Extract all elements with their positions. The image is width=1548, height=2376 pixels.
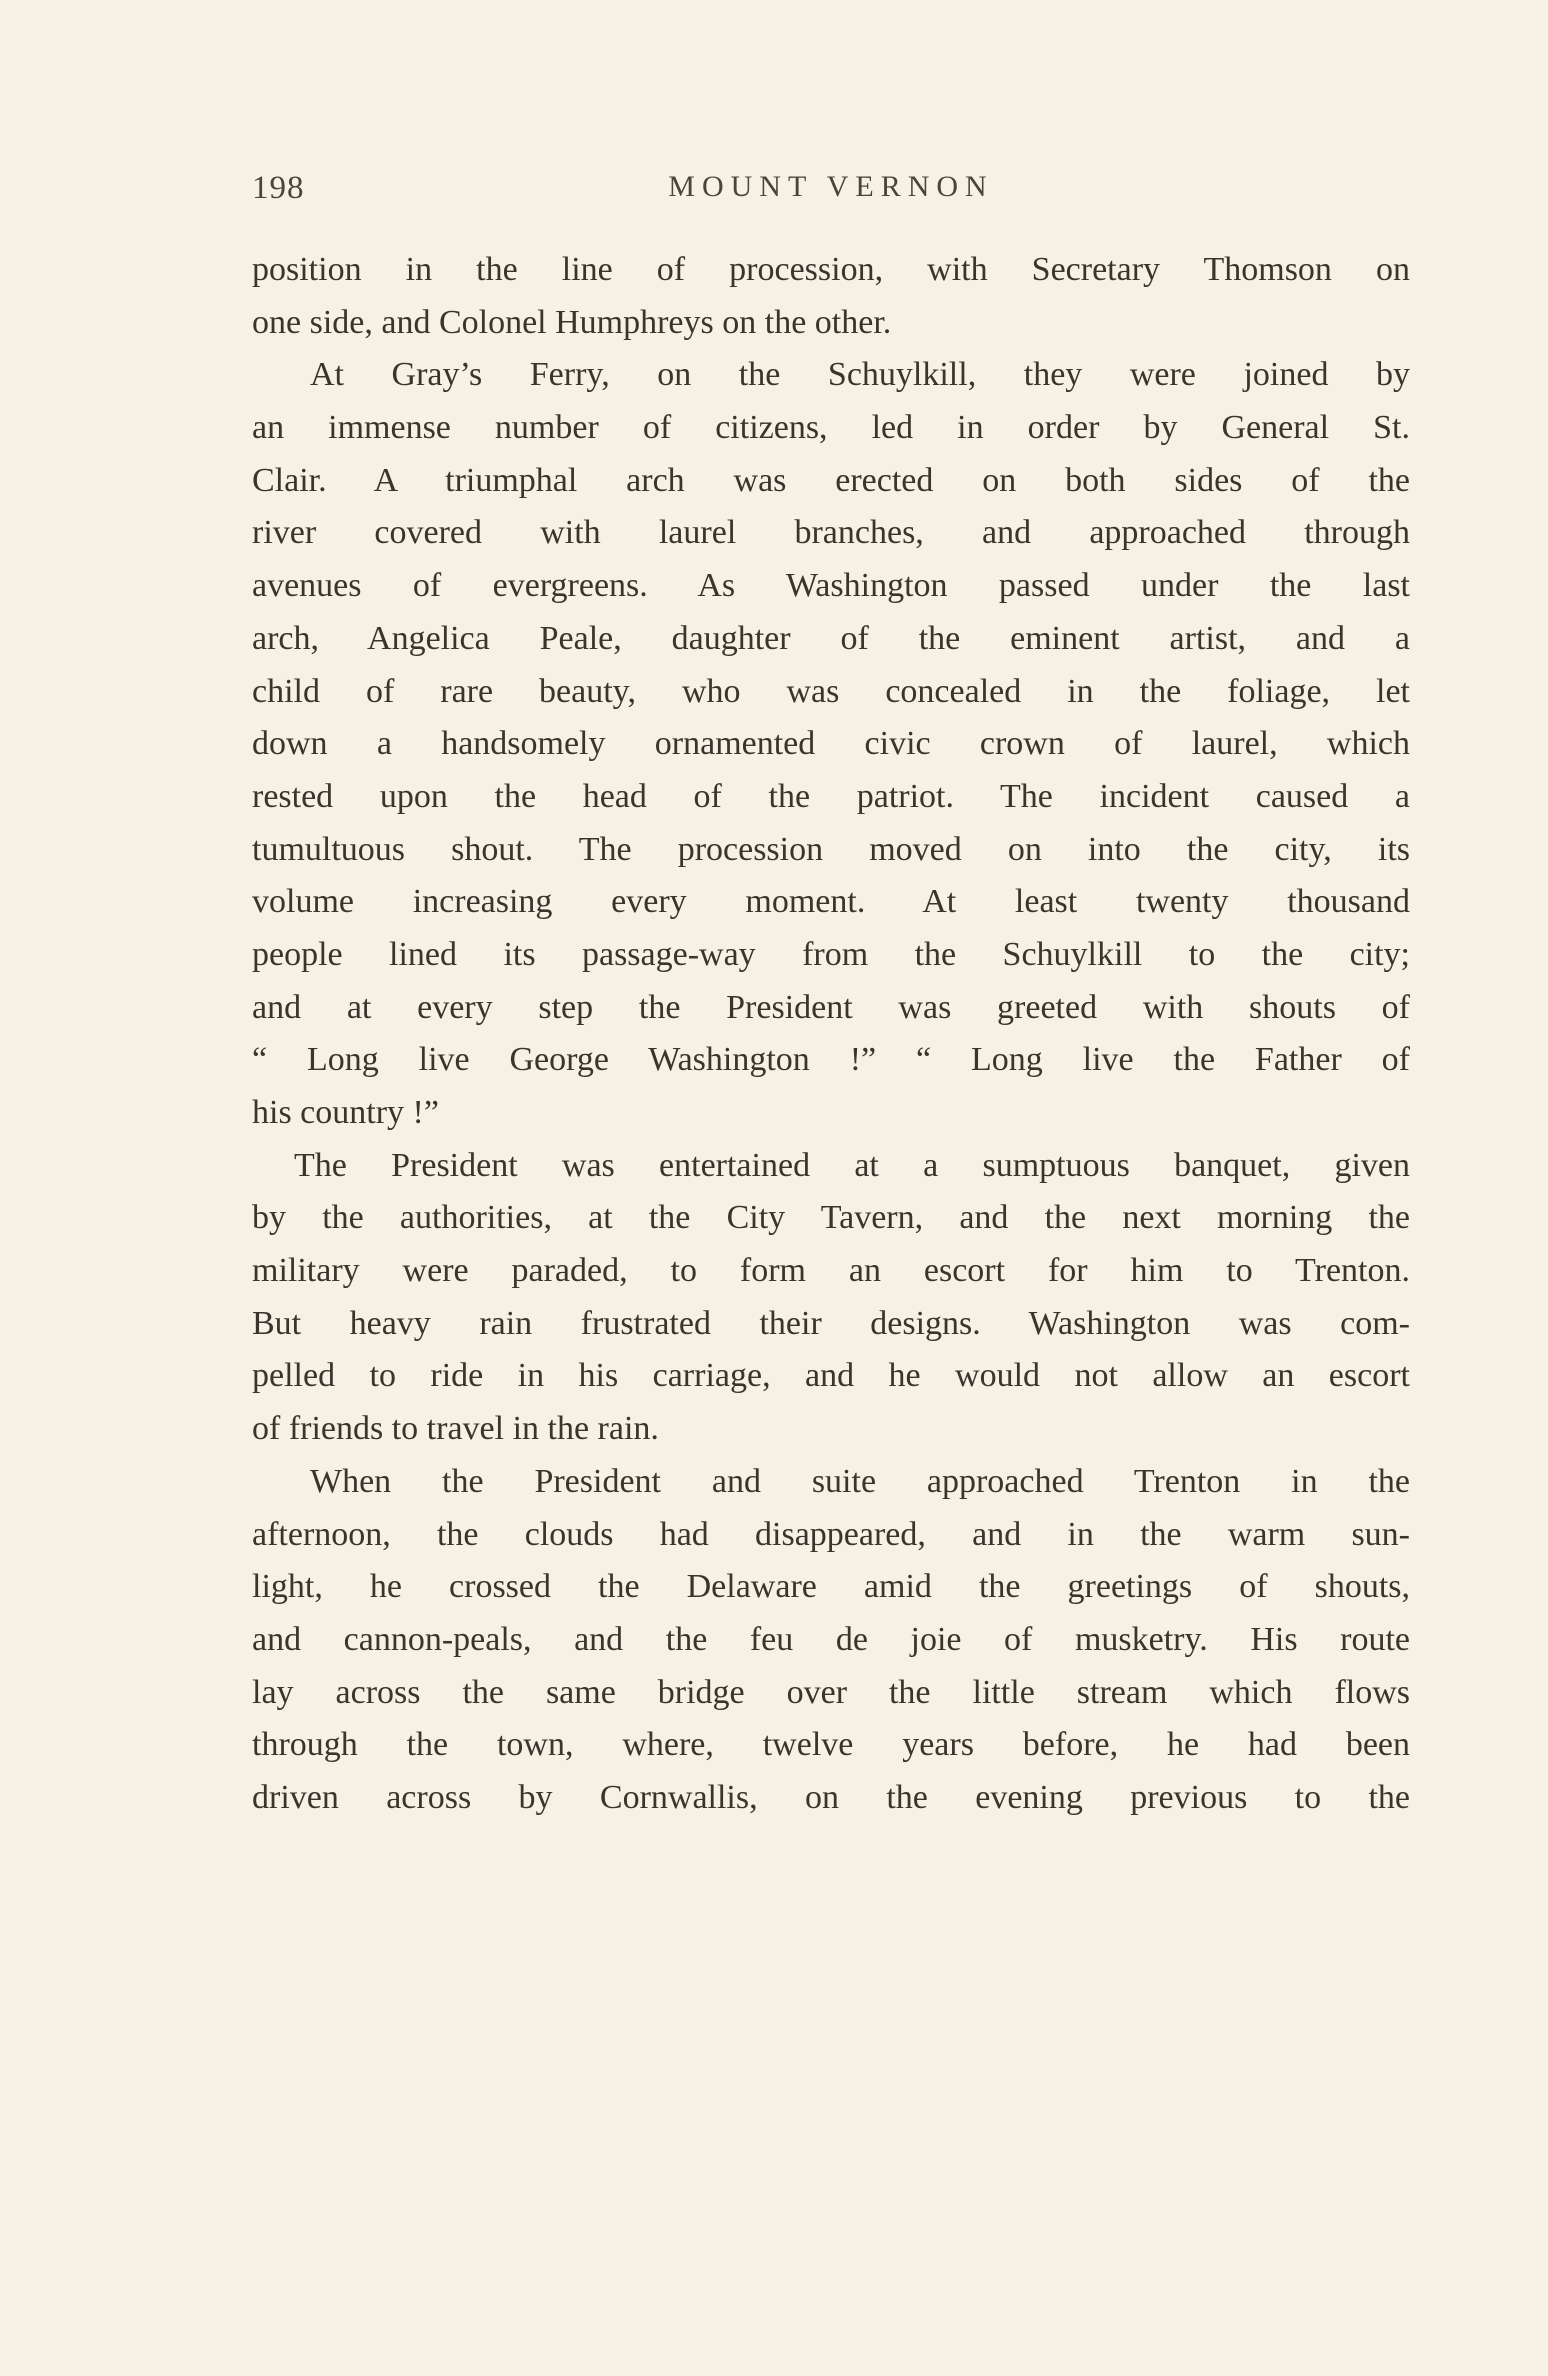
paragraph-start-line: The President was entertained at a sumptuous banquet, given — [294, 1146, 1410, 1184]
text-line: military were paraded, to form an escort for him to Trenton. — [252, 1252, 1410, 1290]
text-line: of friends to travel in the rain. — [252, 1410, 659, 1448]
text-line: and at every step the President was greeted with shouts of — [252, 988, 1410, 1026]
text-line: pelled to ride in his carriage, and he would not allow an escort — [252, 1357, 1410, 1395]
text-line: afternoon, the clouds had disappeared, and in the warm sun- — [252, 1515, 1410, 1553]
text-line: But heavy rain frustrated their designs. Washington was com- — [252, 1304, 1410, 1342]
text-line: people lined its passage-way from the Schuylkill to the city; — [252, 935, 1410, 973]
page-header — [252, 170, 1410, 220]
text-line: child of rare beauty, who was concealed in the foliage, let — [252, 672, 1410, 710]
text-line: driven across by Cornwallis, on the evening previous to the — [252, 1778, 1410, 1816]
text-line: avenues of evergreens. As Washington passed under the last — [252, 567, 1410, 605]
paragraph-start-line: At Gray’s Ferry, on the Schuylkill, they were joined by — [310, 356, 1410, 394]
text-line: down a handsomely ornamented civic crown of laurel, which — [252, 725, 1410, 763]
text-line: his country !” — [252, 1094, 439, 1131]
text-line: and cannon-peals, and the feu de joie of musketry. His route — [252, 1620, 1410, 1658]
text-line: river covered with laurel branches, and approached through — [252, 514, 1410, 552]
text-line: volume increasing every moment. At least twenty thousand — [252, 883, 1410, 921]
text-line: one side, and Colonel Humphreys on the other. — [252, 303, 892, 341]
text-line: tumultuous shout. The procession moved on into the city, its — [252, 830, 1410, 868]
text-line: by the authorities, at the City Tavern, and the next morning the — [252, 1199, 1410, 1237]
text-line: an immense number of citizens, led in order by General St. — [252, 409, 1410, 447]
text-line: light, he crossed the Delaware amid the greetings of shouts, — [252, 1568, 1410, 1606]
text-line: Clair. A triumphal arch was erected on both sides of the — [252, 461, 1410, 499]
text-line: arch, Angelica Peale, daughter of the eminent artist, and a — [252, 619, 1410, 657]
running-head: MOUNT VERNON — [668, 170, 994, 203]
paragraph-start-line: When the President and suite approached Trenton in the — [310, 1462, 1410, 1500]
body-text — [252, 244, 1410, 1825]
text-line: “ Long live George Washington !” “ Long live the Father of — [252, 1041, 1410, 1079]
text-line: rested upon the head of the patriot. The incident caused a — [252, 777, 1410, 815]
text-line: position in the line of procession, with Secretary Thomson on — [252, 251, 1410, 288]
text-line: through the town, where, twelve years before, he had been — [252, 1726, 1410, 1764]
text-line: lay across the same bridge over the little stream which flows — [252, 1673, 1410, 1711]
page-number: 198 — [252, 170, 305, 206]
